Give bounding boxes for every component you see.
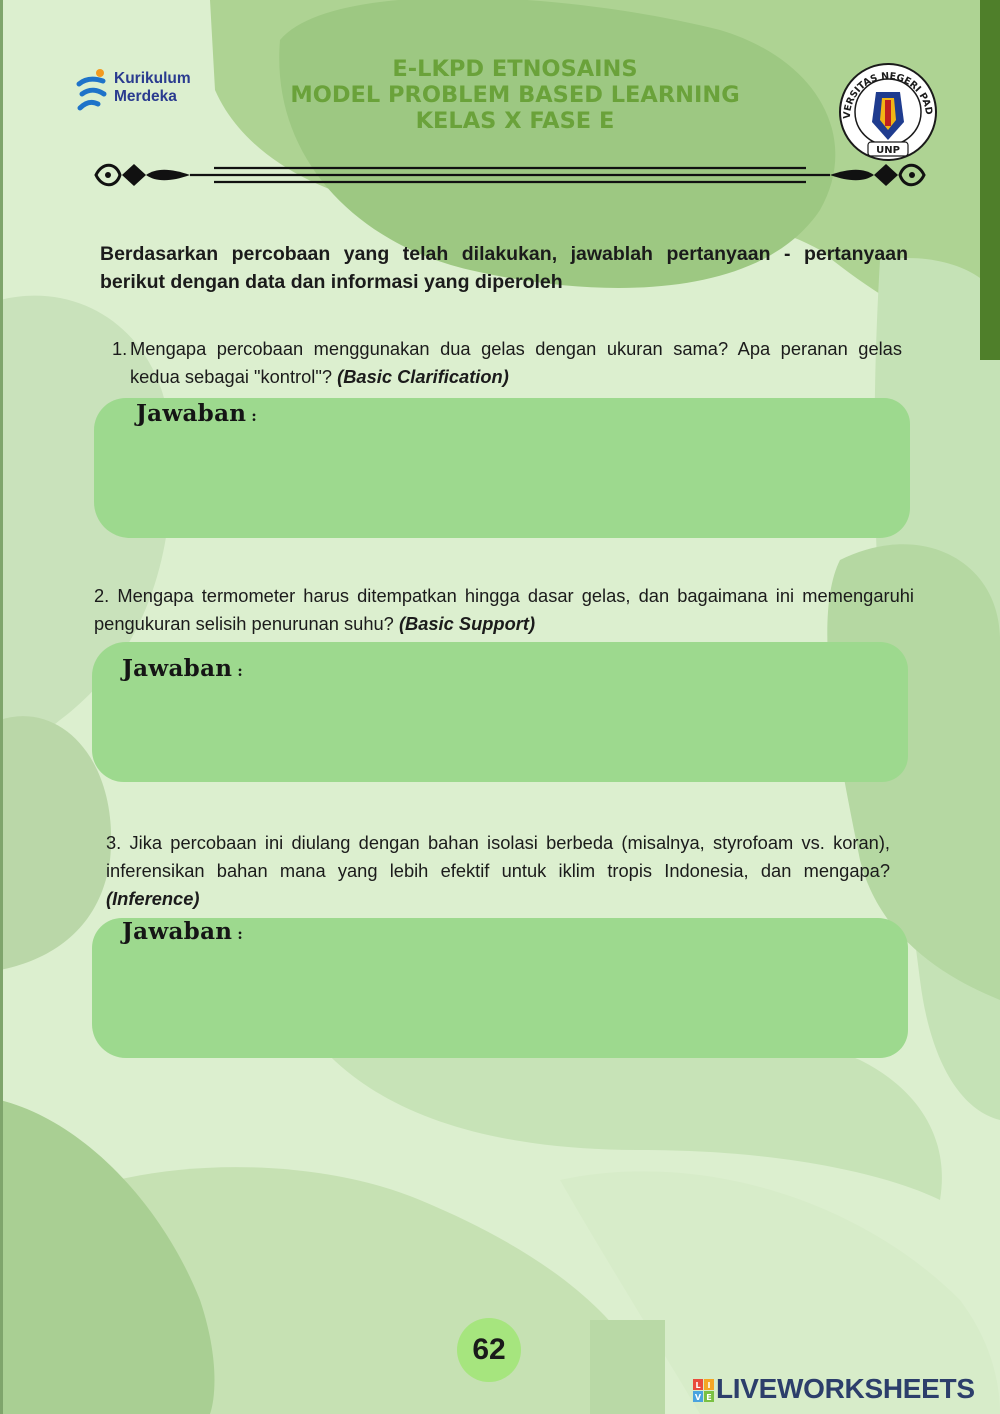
kurikulum-merdeka-icon (76, 68, 112, 112)
liveworksheets-text: LIVEWORKSHEETS (716, 1373, 975, 1404)
kurikulum-merdeka-logo (76, 68, 206, 112)
question-tag: (Inference) (106, 888, 200, 909)
question-3 (106, 829, 890, 913)
liveworksheets-icon (692, 1378, 716, 1404)
page-number: 62 (457, 1318, 521, 1382)
seal-ring-text: VERSITAS NEGERI PAD (841, 70, 935, 120)
answer-label-1 (136, 400, 257, 427)
question-tag: (Basic Clarification) (337, 366, 509, 387)
question-text: Mengapa percobaan menggunakan dua gelas dengan ukuran sama? Apa peranan gelas kedua sebagai "kontrol"? (130, 338, 902, 387)
answer-input-3[interactable] (122, 966, 876, 1050)
page-title (250, 56, 780, 134)
answer-label-3 (122, 918, 243, 945)
badge-letter-l: L (695, 1381, 701, 1390)
question-text: Jika percobaan ini diulang dengan bahan isolasi berbeda (misalnya, styrofoam vs. koran), inferensikan bahan mana yang lebih efektif untuk iklim tropis Indonesia, dan mengapa? (106, 832, 890, 881)
divider-left-ornament (96, 164, 190, 186)
answer-input-2[interactable] (122, 690, 876, 774)
answer-label-colon: : (251, 407, 258, 425)
question-number: 3. (106, 832, 122, 853)
badge-letter-e: E (706, 1393, 712, 1402)
merdeka-text: Merdeka (114, 88, 177, 105)
answer-label-text: Jawaban (122, 655, 233, 682)
question-number: 1. (112, 338, 128, 359)
title-line-2: MODEL PROBLEM BASED LEARNING (290, 82, 740, 108)
question-number: 2. (94, 585, 110, 606)
title-line-3: KELAS X FASE E (415, 108, 615, 134)
answer-label-2 (122, 655, 243, 682)
kurikulum-text: Kurikulum (114, 70, 191, 87)
question-2 (94, 582, 914, 638)
unp-seal-logo (838, 62, 938, 162)
question-text: Mengapa termometer harus ditempatkan hingga dasar gelas, dan bagaimana ini memengaruhi pengukuran selisih penurunan suhu? (94, 585, 914, 634)
ornamental-divider (94, 152, 926, 198)
title-line-1: E-LKPD ETNOSAINS (392, 56, 638, 82)
question-1 (112, 335, 902, 391)
answer-label-colon: : (237, 925, 244, 943)
answer-label-text: Jawaban (136, 400, 247, 427)
question-tag: (Basic Support) (398, 613, 536, 634)
badge-letter-i: I (707, 1381, 711, 1390)
answer-label-colon: : (237, 662, 244, 680)
seal-abbr: UNP (876, 145, 900, 156)
instructions-text: Berdasarkan percobaan yang telah dilakukan, jawablah pertanyaan - pertanyaan berikut dengan data dan informasi yang diperoleh (100, 243, 908, 293)
divider-right-ornament (830, 164, 924, 186)
badge-letter-v: V (694, 1393, 702, 1402)
answer-label-text: Jawaban (122, 918, 233, 945)
answer-input-1[interactable] (124, 446, 878, 530)
